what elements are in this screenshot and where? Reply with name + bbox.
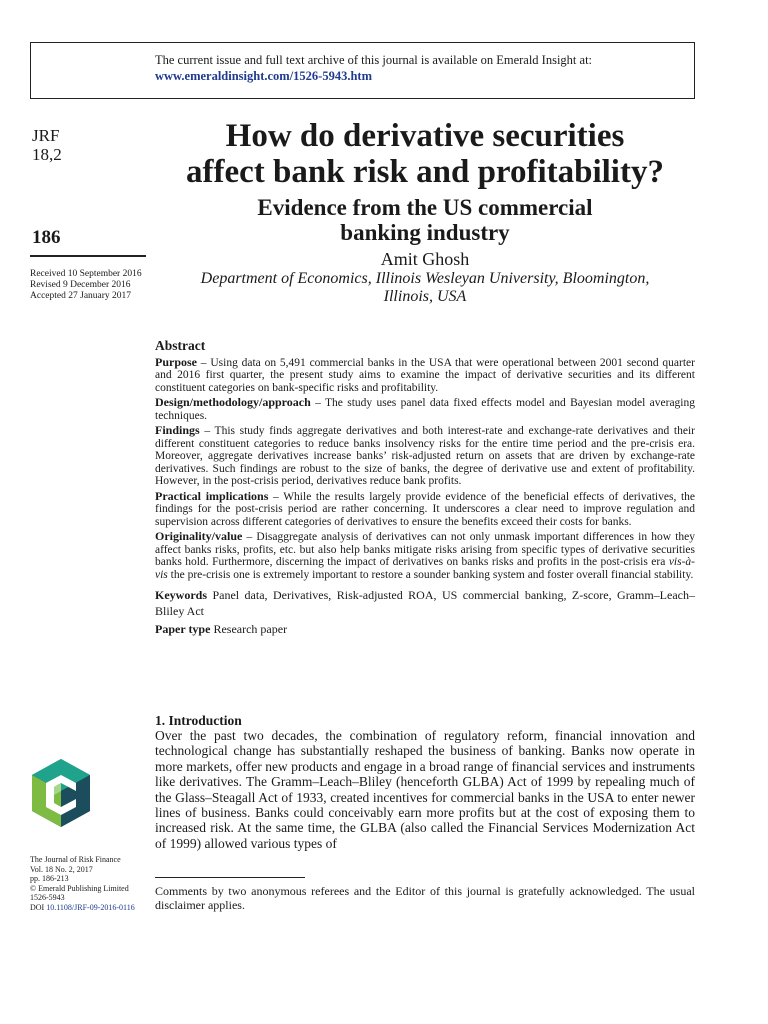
paper-type-text: Research paper — [210, 622, 288, 636]
page-number: 186 — [32, 227, 61, 248]
paper-title — [150, 118, 700, 190]
introduction-body: Over the past two decades, the combination of regulatory reform, financial innovation and technological change has substantially reshaped the business of banking. Banks now operate in more markets, offer new products and engage in a broad range of financial services and instruments like derivatives. The Gramm–Leach–Bliley (henceforth GLBA) Act of 1999 by repealing much of the Glass–Steagall Act of 1933, created incentives for commercial banks in the USA to enter newer lines of business. Banks could conceivably earn more profits but at the cost of exposing them to increased risk. At the same time, the GLBA (also called the Financial Services Modernization Act of 1999) allowed various types of — [155, 728, 695, 851]
journal-volume: Vol. 18 No. 2, 2017 — [30, 864, 93, 874]
paper-type — [155, 623, 695, 636]
footnote-divider — [155, 877, 305, 878]
keywords-text: Panel data, Derivatives, Risk-adjusted ROA, US commercial banking, Z-score, Gramm–Leach–Bliley Act — [155, 588, 695, 618]
journal-url-link[interactable]: www.emeraldinsight.com/1526-5943.htm — [155, 69, 372, 83]
practical-text: – While the results largely provide evidence of the beneficial effects of derivatives, the findings for the post-crisis period are rather concerning. It underscores a clear need to improve regulation and supervision across different categories of derivatives to ensure the benefits exceed their costs for banks. — [155, 490, 695, 528]
design-label: Design/methodology/approach — [155, 395, 311, 409]
volume-issue: 18,2 — [32, 145, 62, 164]
archive-notice-text: The current issue and full text archive of this journal is available on Emerald Insight at: — [155, 53, 593, 67]
author-name: Amit Ghosh — [380, 249, 470, 269]
journal-info — [30, 855, 155, 912]
journal-abbrev-block — [32, 126, 62, 164]
doi-label: DOI — [30, 902, 45, 912]
purpose-label: Purpose — [155, 354, 197, 369]
journal-abbrev: JRF — [32, 126, 60, 145]
purpose-text: – Using data on 5,491 commercial banks in the USA that were operational between 2001 second quarter and 2016 first quarter, the present study aims to examine the impact of derivative securities and its different constituent categories on bank-specific risks and profitability. — [155, 356, 695, 394]
accepted-date: Accepted 27 January 2017 — [30, 291, 132, 301]
footnote: Comments by two anonymous referees and the Editor of this journal is gratefully acknowledged. The usual disclaimer applies. — [155, 884, 695, 912]
keywords-label: Keywords — [155, 588, 207, 602]
keywords — [155, 587, 695, 619]
abstract-design — [155, 396, 695, 422]
design-text: – The study uses panel data fixed effects model and Bayesian model averaging techniques. — [155, 397, 695, 422]
affiliation-line-2: Illinois, USA — [383, 288, 467, 305]
originality-text-a: – Disaggregate analysis of derivatives can not only unmask important differences in how they affect banks risks, profits, etc. but also help banks mitigate risks arising from specific types of derivative securities banks hold. Furthermore, discerning the impact of derivatives on banks risks and profits in the post-crisis era — [155, 531, 695, 568]
originality-italic: vis-à-vis — [155, 556, 695, 581]
paper-type-label: Paper type — [155, 622, 211, 636]
findings-label: Findings — [155, 423, 200, 437]
affiliation-line-1: Department of Economics, Illinois Wesleyan University, Bloomington, — [200, 270, 650, 287]
introduction-heading: 1. Introduction — [155, 713, 242, 728]
originality-text-b: the pre-crisis one is extremely important to restore a sounder banking system and foster overall financial stability. — [167, 568, 694, 581]
received-date: Received 10 September 2016 — [30, 269, 142, 279]
publisher: © Emerald Publishing Limited — [30, 883, 129, 893]
margin-divider — [30, 255, 146, 257]
abstract-practical — [155, 490, 695, 529]
subtitle-line-2: banking industry — [340, 220, 510, 245]
abstract-purpose — [155, 356, 695, 395]
submission-dates — [30, 269, 142, 302]
abstract-heading: Abstract — [155, 338, 206, 353]
crossmark-icon — [30, 757, 92, 829]
abstract-originality — [155, 530, 695, 581]
practical-label: Practical implications — [155, 488, 269, 503]
issn: 1526-5943 — [30, 893, 65, 902]
abstract-section — [155, 340, 695, 638]
journal-pages: pp. 186-213 — [30, 874, 69, 883]
journal-name: The Journal of Risk Finance — [30, 855, 121, 864]
crossref-logo-icon[interactable] — [30, 757, 92, 829]
paper-subtitle — [150, 195, 700, 245]
archive-notice-box — [30, 42, 695, 99]
subtitle-line-1: Evidence from the US commercial — [257, 195, 593, 220]
abstract-findings — [155, 424, 695, 488]
title-line-2: affect bank risk and profitability? — [186, 154, 664, 190]
author-affiliation — [175, 270, 675, 306]
originality-label: Originality/value — [155, 529, 243, 543]
doi-link[interactable]: 10.1108/JRF-09-2016-0116 — [46, 902, 135, 912]
revised-date: Revised 9 December 2016 — [30, 280, 131, 290]
doi-line — [30, 903, 155, 913]
findings-text: – This study finds aggregate derivatives and both interest-rate and exchange-rate derivatives and their different constituent categories to reduce banks insolvency risks for the entire time period and the pre-crisis era. Moreover, aggregate derivatives increase banks’ risk-adjusted return on assets that are driven by exchange-rate derivatives. Such findings are robust to the size of banks, the degree of derivative use and extent of profitability. However, in the post-crisis period, derivatives reduce bank profits. — [155, 425, 695, 487]
title-line-1: How do derivative securities — [225, 118, 625, 154]
